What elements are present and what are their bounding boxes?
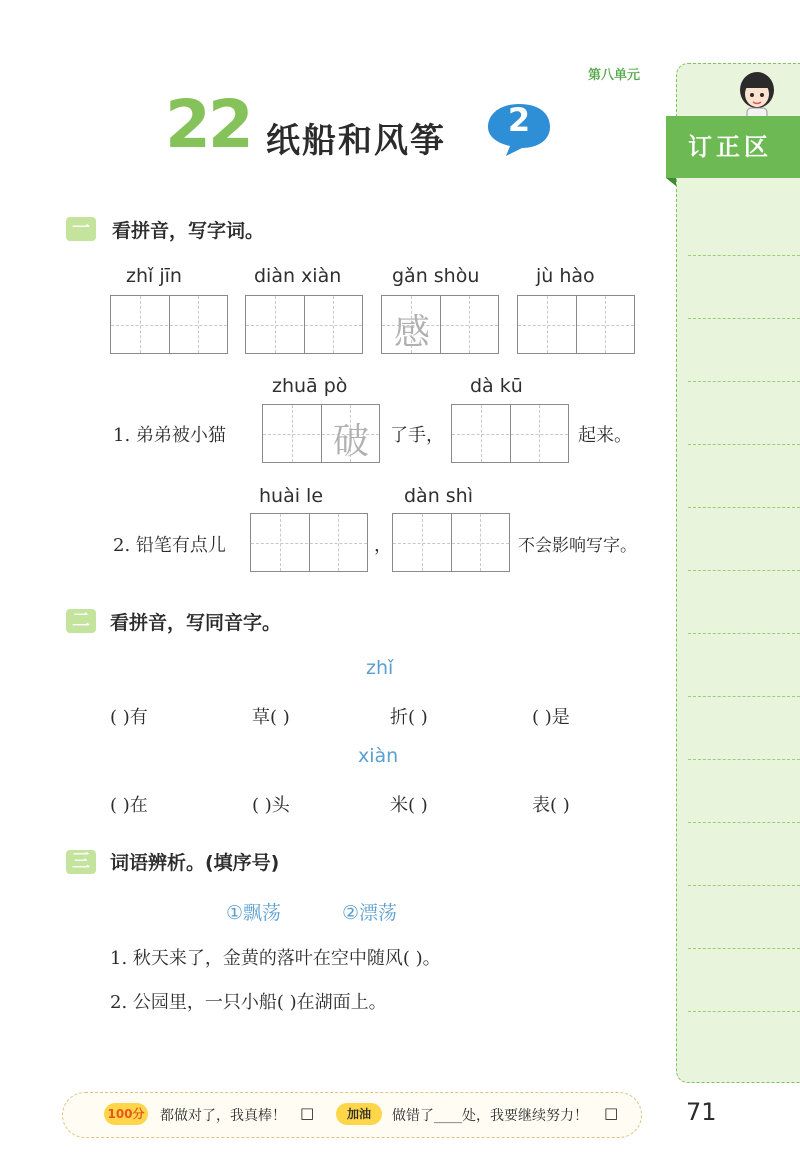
writing-box[interactable] [250,513,368,572]
page-number: 71 [686,1098,717,1126]
pinyin-label: huài le [259,485,324,507]
pinyin-prompt: xiàn [358,745,399,767]
correction-line [688,822,800,823]
fill-blank[interactable]: ( )在 [110,795,148,816]
self-check-text-1: 都做对了，我真棒！ [160,1108,286,1124]
correction-line [688,318,800,319]
sentence-2-middle: ， [374,535,392,556]
girl-avatar-icon [732,68,782,120]
writing-box[interactable] [517,295,635,354]
pinyin-label: zhǐ jīn [126,265,182,287]
correction-line [688,633,800,634]
sentence-2-end: 不会影响写字。 [518,536,637,556]
writing-box[interactable] [392,513,510,572]
question-2[interactable]: 2. 公园里，一只小船( )在湖面上。 [110,992,387,1013]
correction-line [688,507,800,508]
section-title-1: 看拼音，写字词。 [112,220,265,242]
writing-box[interactable] [451,404,569,463]
writing-box[interactable] [245,295,363,354]
correction-area[interactable] [676,63,800,1083]
fill-blank[interactable]: ( )有 [110,707,148,728]
fill-blank[interactable]: 米( ) [390,795,428,816]
correction-line [688,885,800,886]
checkbox-mistakes[interactable]: □ [604,1104,619,1122]
section-title-2: 看拼音，写同音字。 [110,612,282,634]
fill-blank[interactable]: 表( ) [532,795,570,816]
sample-character: 感 [393,312,430,353]
pinyin-label: jù hào [536,265,595,287]
fill-blank[interactable]: 草( ) [252,707,290,728]
correction-area-title: 订正区 [666,116,800,178]
checkbox-correct[interactable]: □ [300,1104,315,1122]
unit-label: 第八单元 [588,68,641,83]
sentence-2-start: 2. 铅笔有点儿 [113,535,226,556]
section-tag-1: 一 [66,217,96,241]
fill-blank[interactable]: ( )头 [252,795,290,816]
correction-line [688,570,800,571]
word-option-1: ①飘荡 [226,902,282,924]
cheer-badge-icon: 加油 [336,1103,382,1125]
section-tag-3: 三 [66,850,96,874]
writing-box[interactable] [381,295,499,354]
fill-blank[interactable]: ( )是 [532,707,570,728]
pinyin-label: dà kū [470,375,523,397]
word-option-2: ②漂荡 [342,902,398,924]
sample-character: 破 [332,421,369,462]
pinyin-label: dàn shì [404,485,474,507]
pinyin-label: diàn xiàn [254,265,342,287]
correction-line [688,696,800,697]
score-badge-icon: 100分 [104,1103,148,1125]
writing-box[interactable] [110,295,228,354]
sentence-1-start: 1. 弟弟被小猫 [113,425,226,446]
question-1[interactable]: 1. 秋天来了，金黄的落叶在空中随风( )。 [110,948,441,969]
ribbon-fold [666,178,676,186]
correction-line [688,759,800,760]
section-tag-2: 二 [66,609,96,633]
sentence-1-end: 起来。 [578,425,632,446]
lesson-number: 22 [165,86,251,163]
lesson-title: 纸船和风筝 [266,121,446,161]
correction-line [688,255,800,256]
sentence-1-middle: 了手， [390,425,444,446]
part-number: 2 [507,101,531,139]
writing-box[interactable] [262,404,380,463]
correction-line [688,381,800,382]
pinyin-label: gǎn shòu [392,265,480,287]
pinyin-prompt: zhǐ [366,657,394,679]
pinyin-label: zhuā pò [272,375,348,397]
correction-line [688,948,800,949]
correction-line [688,1011,800,1012]
fill-blank[interactable]: 折( ) [390,707,428,728]
self-check-text-2: 做错了____处，我要继续努力！ [392,1108,588,1124]
correction-line [688,444,800,445]
section-title-3: 词语辨析。(填序号) [110,852,280,874]
